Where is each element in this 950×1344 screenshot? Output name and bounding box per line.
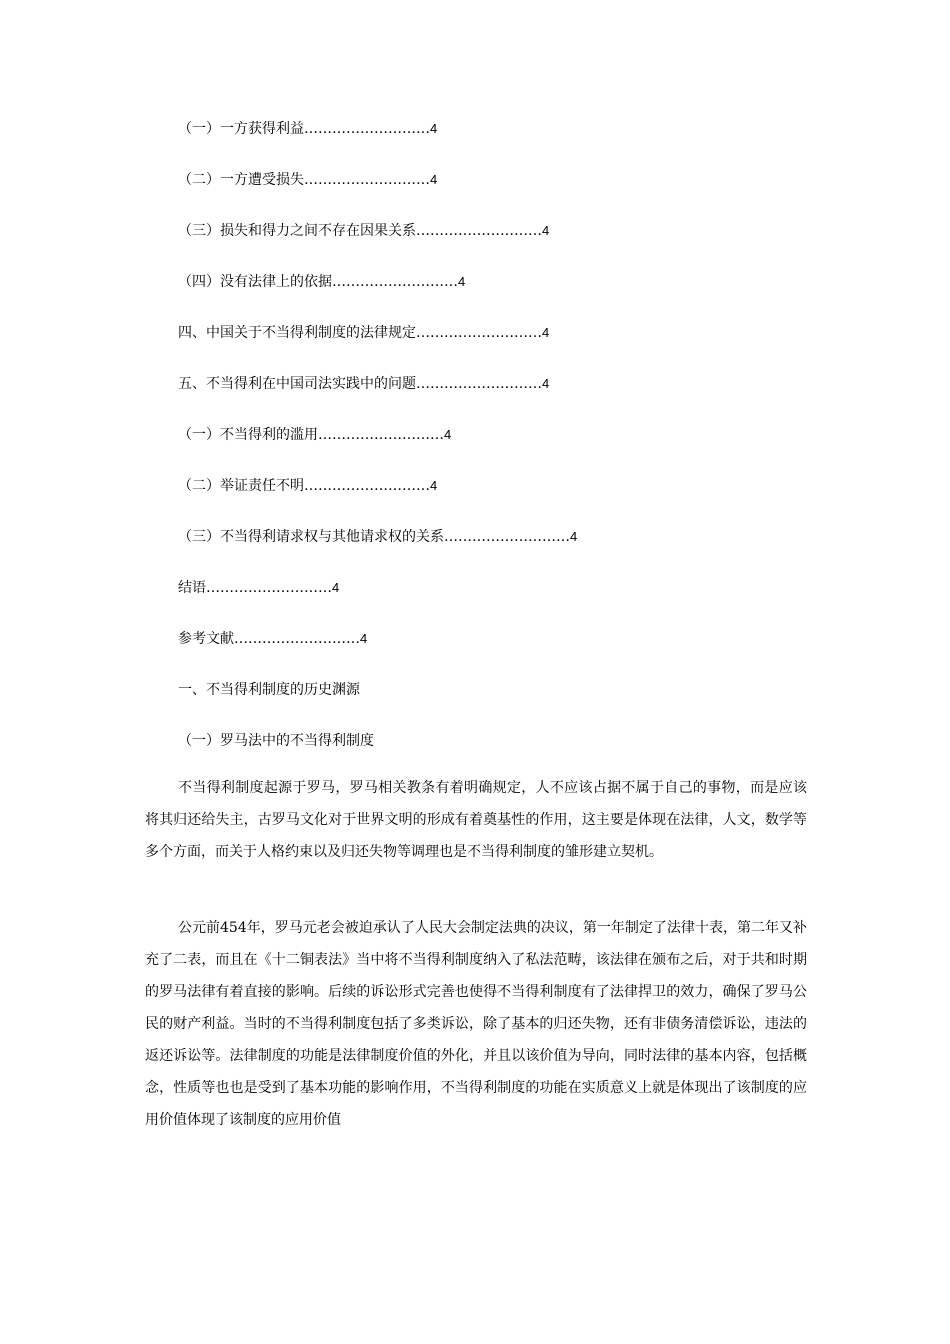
toc-page-number: 4: [332, 580, 340, 595]
toc-entry: [178, 629, 367, 649]
toc-page-number: 4: [430, 121, 438, 136]
toc-page-number: 4: [542, 376, 550, 391]
body-paragraph: 公元前454年，罗马元老会被迫承认了人民大会制定法典的决议，第一年制定了法律十表，第二年又补充了二表，而且在《十二铜表法》当中将不当得利制度纳入了私法范畴，该法律在颁布之后，对于共和时期的罗马法律有着直接的影响。后续的诉讼形式完善也使得不当得利制度有了法律捍卫的效力，确保了罗马公民的财产利益。当时的不当得利制度包括了多类诉讼，除了基本的归还失物，还有非债务清偿诉讼，违法的返还诉讼等。法律制度的功能是法律制度价值的外化，并且以该价值为导向，同时法律的基本内容，包括概念，性质等也也是受到了基本功能的影响作用，不当得利制度的功能在实质意义上就是体现出了该制度的应用价值体现了该制度的应用价值: [145, 920, 807, 1128]
toc-leader-dots: ………………………: [416, 376, 542, 392]
toc-entry: [178, 476, 437, 496]
toc-page-number: 4: [542, 223, 550, 238]
toc-leader-dots: ………………………: [416, 223, 542, 239]
toc-page-number: 4: [570, 529, 578, 544]
toc-entry: [178, 221, 549, 241]
toc-page-number: 4: [542, 325, 550, 340]
toc-leader-dots: ………………………: [234, 631, 360, 647]
toc-leader-dots: ………………………: [304, 121, 430, 137]
toc-page-number: 4: [444, 427, 452, 442]
toc-entry: [178, 425, 451, 445]
toc-entry-title: （三）不当得利请求权与其他请求权的关系: [178, 529, 444, 545]
toc-leader-dots: ………………………: [444, 529, 570, 545]
toc-page-number: 4: [430, 478, 438, 493]
toc-entry-title: 五、不当得利在中国司法实践中的问题: [178, 376, 416, 392]
toc-entry-title: 结语: [178, 580, 206, 596]
toc-entry: [178, 374, 549, 394]
toc-entry-title: 四、中国关于不当得利制度的法律规定: [178, 325, 416, 341]
toc-entry: [178, 578, 339, 598]
toc-leader-dots: ………………………: [304, 478, 430, 494]
toc-page-number: 4: [360, 631, 368, 646]
toc-page-number: 4: [458, 274, 466, 289]
toc-leader-dots: ………………………: [206, 580, 332, 596]
toc-entry-title: （一）不当得利的滥用: [178, 427, 318, 443]
section-heading: 一、不当得利制度的历史渊源: [178, 682, 360, 698]
toc-entry: [178, 170, 437, 190]
toc-entry: [178, 272, 465, 292]
body-paragraph: 不当得利制度起源于罗马，罗马相关教条有着明确规定，人不应该占据不属于自己的事物，而是应该将其归还给失主，古罗马文化对于世界文明的形成有着奠基性的作用，这主要是体现在法律，人文，数学等多个方面，而关于人格约束以及归还失物等调理也是不当得利制度的雏形建立契机。: [145, 780, 807, 860]
subsection-heading: （一）罗马法中的不当得利制度: [178, 733, 374, 749]
toc-leader-dots: ………………………: [416, 325, 542, 341]
toc-entry: [178, 323, 549, 343]
toc-entry: [178, 119, 437, 139]
toc-entry-title: （二）举证责任不明: [178, 478, 304, 494]
toc-leader-dots: ………………………: [304, 172, 430, 188]
toc-entry: [178, 527, 577, 547]
toc-entry-title: （二）一方遭受损失: [178, 172, 304, 188]
toc-entry-title: （一）一方获得利益: [178, 121, 304, 137]
toc-entry-title: （三）损失和得力之间不存在因果关系: [178, 223, 416, 239]
toc-leader-dots: ………………………: [318, 427, 444, 443]
toc-entry-title: 参考文献: [178, 631, 234, 647]
toc-leader-dots: ………………………: [332, 274, 458, 290]
toc-entry-title: （四）没有法律上的依据: [178, 274, 332, 290]
toc-page-number: 4: [430, 172, 438, 187]
